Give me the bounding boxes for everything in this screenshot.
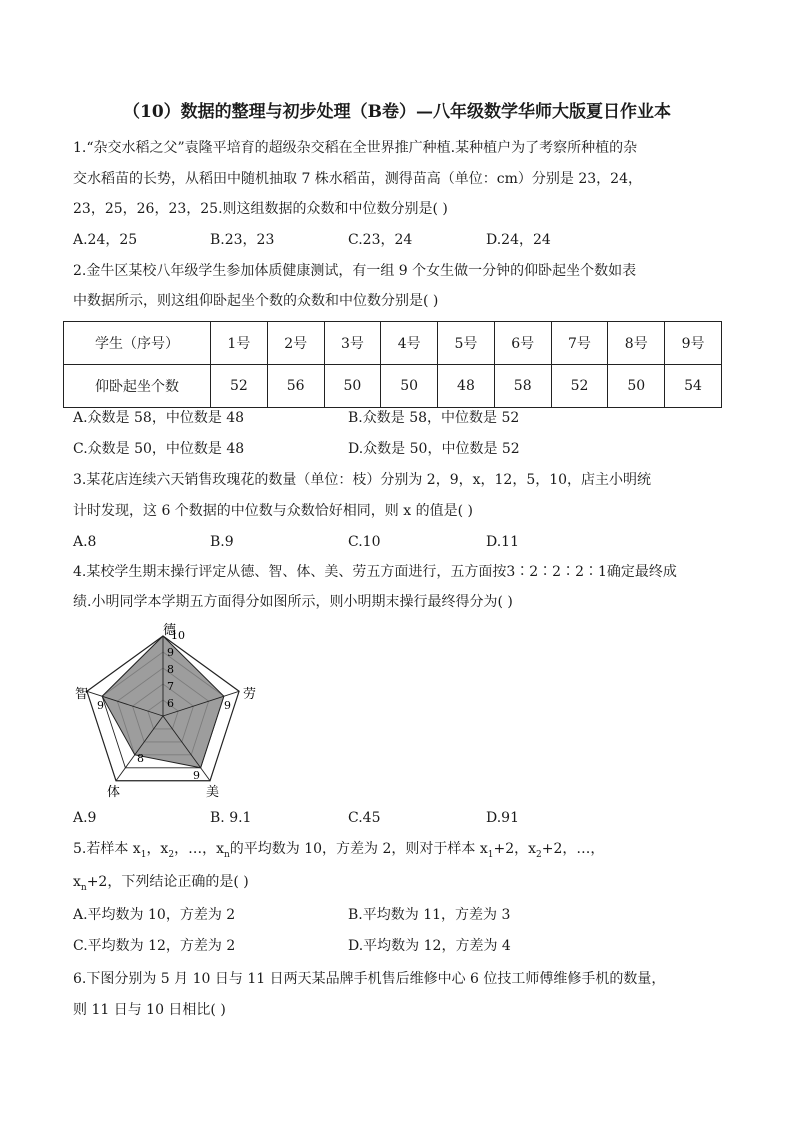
table-cell: 6号 (494, 322, 551, 365)
q6-line-1: 6.下图分别为 5 月 10 日与 11 日两天某品牌手机售后维修中心 6 位技工师傅维修手机的数量， (73, 971, 666, 987)
score-label-mei: 9 (193, 769, 200, 782)
table-row (64, 365, 722, 408)
table-cell: 50 (608, 365, 665, 408)
q4-line-1: 4.某校学生期末操行评定从德、智、体、美、劳五方面进行，五方面按3∶2∶2∶2∶1确定最终成 (73, 564, 677, 580)
q4-line-2: 绩.小明同学本学期五方面得分如图所示，则小明期末操行最终得分为( ) (73, 594, 513, 610)
table-cell: 52 (211, 365, 268, 408)
q5-option-c: C.平均数为 12，方差为 2 (73, 938, 236, 954)
ring-label: 10 (171, 629, 185, 642)
table-cell: 48 (438, 365, 495, 408)
table-cell: 54 (665, 365, 722, 408)
table-cell: 9号 (665, 322, 722, 365)
radar-chart (63, 620, 283, 800)
table-cell: 2号 (267, 322, 324, 365)
q5-option-b: B.平均数为 11，方差为 3 (348, 907, 511, 923)
q3-line-1: 3.某花店连续六天销售玫瑰花的数量（单位：枝）分别为 2，9，x，12，5，10，店主小明统 (73, 472, 652, 488)
axis-label-de: 德 (163, 623, 177, 638)
table-cell: 52 (551, 365, 608, 408)
ring-label: 7 (167, 680, 174, 693)
q1-line-2: 交水稻苗的长势，从稻田中随机抽取 7 株水稻苗，测得苗高（单位：cm）分别是 23，24， (73, 171, 643, 187)
table-cell: 50 (324, 365, 381, 408)
table-cell: 5号 (438, 322, 495, 365)
q5-line-2: $x_n+2$，下列结论正确的是( ) (73, 874, 249, 893)
table-header-cell: 仰卧起坐个数 (64, 365, 211, 408)
q5-line-1: 5.若样本 $x_1$，$x_2$，…，$x_n$的平均数为 10，方差为 2，则对于样本 $x_1+2$，$x_2+2$，…， (73, 841, 605, 860)
axis-label-ti: 体 (107, 785, 121, 800)
q2-option-b: B.众数是 58，中位数是 52 (348, 410, 520, 426)
score-label-lao: 9 (224, 699, 231, 712)
q3-option-a: A.8 (73, 534, 97, 550)
q5-option-a: A.平均数为 10，方差为 2 (73, 907, 236, 923)
q1-line-3: 23，25，26，23，25.则这组数据的众数和中位数分别是( ) (73, 201, 448, 217)
situp-table (63, 321, 722, 408)
score-label-ti: 8 (137, 752, 144, 765)
q3-option-d: D.11 (486, 534, 519, 550)
q2-option-c: C.众数是 50，中位数是 48 (73, 441, 245, 457)
table-row (64, 322, 722, 365)
table-cell: 7号 (551, 322, 608, 365)
table-cell: 3号 (324, 322, 381, 365)
q1-option-d: D.24，24 (486, 232, 551, 248)
q2-line-1: 2.金牛区某校八年级学生参加体质健康测试，有一组 9 个女生做一分钟的仰卧起坐个数如表 (73, 263, 637, 279)
table-header-cell: 学生（序号） (64, 322, 211, 365)
ring-label: 8 (167, 663, 174, 676)
q5-option-d: D.平均数为 12，方差为 4 (348, 938, 511, 954)
table-cell: 8号 (608, 322, 665, 365)
table-cell: 4号 (381, 322, 438, 365)
ring-label: 6 (167, 697, 174, 710)
q3-option-c: C.10 (348, 534, 381, 550)
ring-label: 9 (167, 646, 174, 659)
q1-line-1: 1.“杂交水稻之父”袁隆平培育的超级杂交稻在全世界推广种植.某种植户为了考察所种植的杂 (73, 140, 638, 156)
q2-option-a: A.众数是 58，中位数是 48 (73, 410, 245, 426)
table-cell: 56 (267, 365, 324, 408)
q4-option-c: C.45 (348, 810, 381, 826)
score-label-zhi: 9 (97, 699, 104, 712)
q1-option-c: C.23，24 (348, 232, 413, 248)
q2-option-d: D.众数是 50，中位数是 52 (348, 441, 520, 457)
q3-line-2: 计时发现，这 6 个数据的中位数与众数恰好相同，则 x 的值是( ) (73, 503, 473, 519)
table-cell: 58 (494, 365, 551, 408)
q6-line-2: 则 11 日与 10 日相比( ) (73, 1002, 226, 1018)
q4-option-a: A.9 (73, 810, 97, 826)
q4-option-d: D.91 (486, 810, 519, 826)
page-title: （10）数据的整理与初步处理（B卷）—八年级数学华师大版夏日作业本 (122, 102, 672, 122)
axis-label-mei: 美 (206, 785, 220, 800)
axis-label-zhi: 智 (75, 687, 89, 702)
q2-line-2: 中数据所示，则这组仰卧起坐个数的众数和中位数分别是( ) (73, 293, 439, 309)
table-cell: 50 (381, 365, 438, 408)
q3-option-b: B.9 (210, 534, 234, 550)
table-cell: 1号 (211, 322, 268, 365)
q4-option-b: B. 9.1 (210, 810, 252, 826)
axis-label-lao: 劳 (243, 687, 257, 702)
q1-option-a: A.24，25 (73, 232, 138, 248)
q1-option-b: B.23，23 (210, 232, 275, 248)
